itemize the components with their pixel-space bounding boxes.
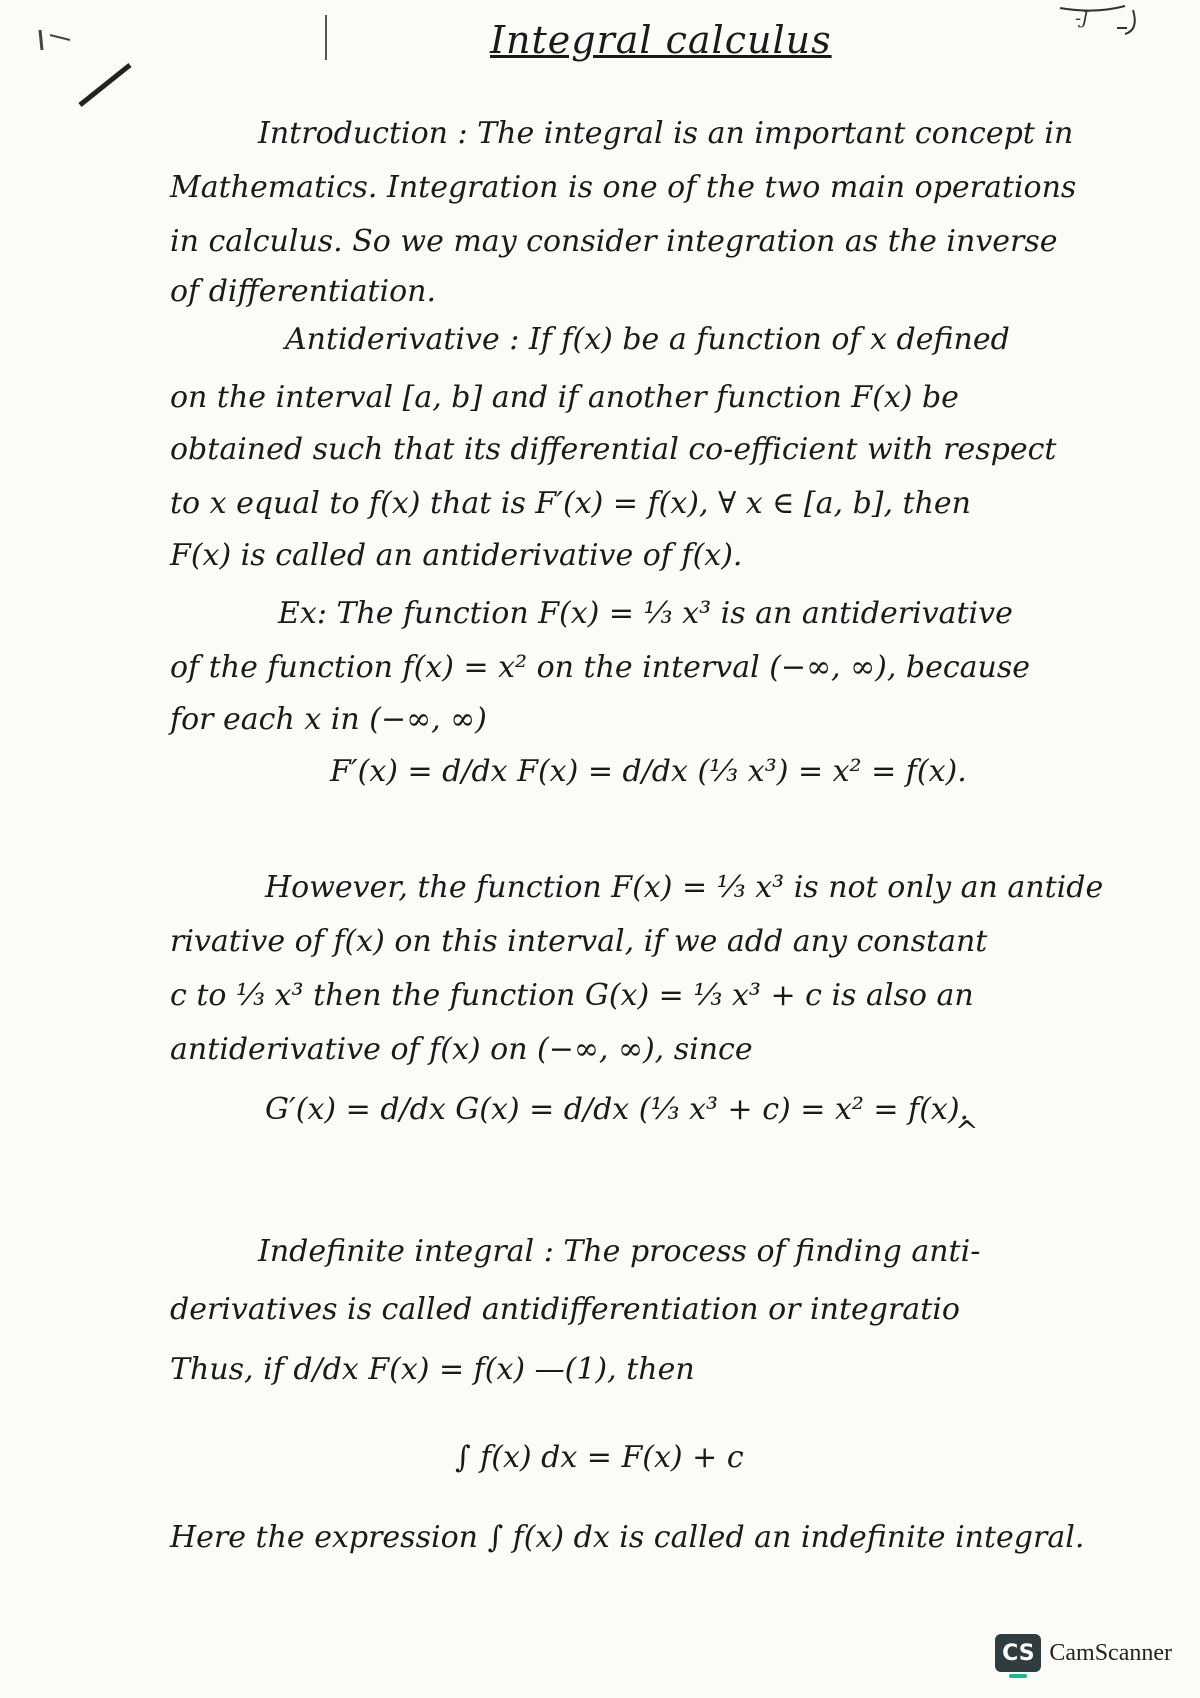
however-line-1: However, the function F(x) = ⅓ x³ is not only an antide — [265, 870, 1104, 905]
antiderivative-line-1: Antiderivative : If f(x) be a function of x defined — [285, 322, 1010, 357]
example-line-1: Ex: The function F(x) = ⅓ x³ is an antiderivative — [278, 596, 1013, 631]
antiderivative-line-2: on the interval [a, b] and if another function F(x) be — [170, 380, 959, 415]
antiderivative-line-3: obtained such that its differential co-efficient with respect — [170, 432, 1057, 467]
camscanner-label: CamScanner — [1049, 1639, 1172, 1666]
antiderivative-line-5: F(x) is called an antiderivative of f(x). — [170, 538, 743, 573]
indefinite-line-3: Thus, if d/dx F(x) = f(x) —(1), then — [170, 1352, 695, 1387]
example-line-4: F′(x) = d/dx F(x) = d/dx (⅓ x³) = x² = f(x). — [330, 754, 967, 789]
example-line-2: of the function f(x) = x² on the interval (−∞, ∞), because — [170, 650, 1031, 685]
camscanner-logo-icon: CS — [995, 1634, 1041, 1672]
however-line-3: c to ⅓ x³ then the function G(x) = ⅓ x³ + c is also an — [170, 978, 974, 1013]
example-line-3: for each x in (−∞, ∞) — [170, 702, 487, 737]
margin-scribble — [20, 10, 140, 120]
top-right-scribble — [1055, 0, 1145, 40]
intro-line-2: Mathematics. Integration is one of the two main operations — [170, 170, 1077, 205]
antiderivative-line-4: to x equal to f(x) that is F′(x) = f(x), ∀ x ∈ [a, b], then — [170, 486, 972, 521]
caret-mark: ^ — [955, 1115, 979, 1148]
however-line-4: antiderivative of f(x) on (−∞, ∞), since — [170, 1032, 753, 1067]
indefinite-line-4: ∫ f(x) dx = F(x) + c — [455, 1440, 744, 1475]
intro-line-1: Introduction : The integral is an important concept in — [258, 116, 1074, 151]
margin-line — [325, 15, 327, 60]
indefinite-line-5: Here the expression ∫ f(x) dx is called an indefinite integral. — [170, 1520, 1085, 1555]
intro-line-3: in calculus. So we may consider integration as the inverse — [170, 224, 1058, 259]
indefinite-line-2: derivatives is called antidifferentiation or integratio — [170, 1292, 960, 1327]
intro-line-4: of differentiation. — [170, 274, 437, 309]
however-line-2: rivative of f(x) on this interval, if we add any constant — [170, 924, 988, 959]
camscanner-watermark — [995, 1634, 1172, 1672]
indefinite-line-1: Indefinite integral : The process of finding anti- — [258, 1234, 981, 1269]
top-scribble-text: -J — [1075, 8, 1089, 29]
however-line-5: G′(x) = d/dx G(x) = d/dx (⅓ x³ + c) = x² = f(x). — [265, 1092, 970, 1127]
page-title: Integral calculus — [490, 18, 832, 62]
